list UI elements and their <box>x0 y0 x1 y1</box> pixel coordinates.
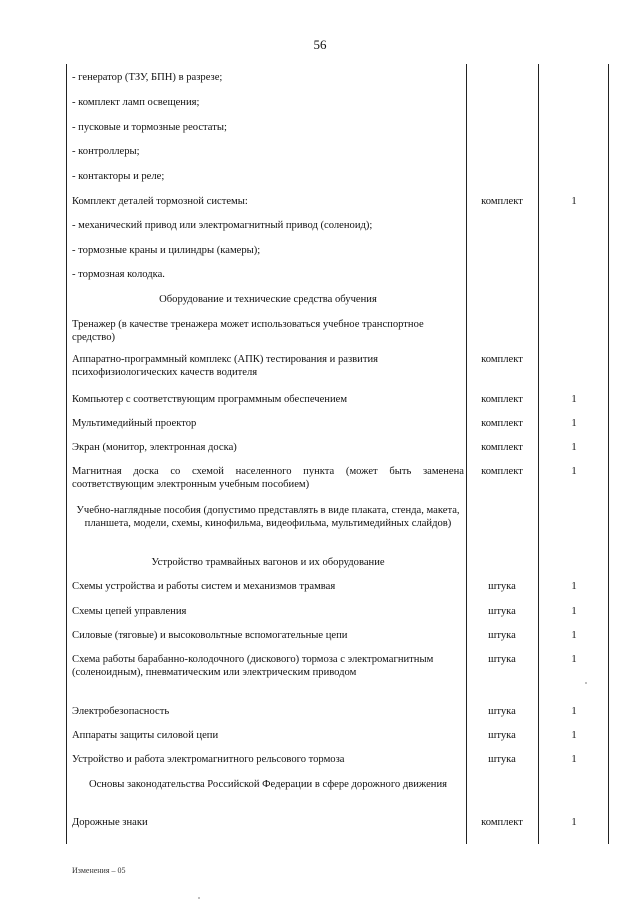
quantity-cell: 1 <box>571 817 577 828</box>
unit-cell: штука <box>488 706 516 717</box>
item-description: Схемы устройства и работы систем и механизмов трамвая <box>72 581 336 592</box>
unit-cell: штука <box>488 630 516 641</box>
table-column-divider-qty <box>538 64 539 844</box>
item-description: Магнитная доска со схемой населенного пункта (может быть заменена соответствующим электронным учебным пособием) <box>72 466 464 490</box>
unit-cell: штука <box>488 606 516 617</box>
unit-cell: штука <box>488 730 516 741</box>
unit-cell: комплект <box>481 196 523 207</box>
table-right-border <box>608 64 609 844</box>
unit-cell: комплект <box>481 354 523 365</box>
item-description: - механический привод или электромагнитный привод (соленоид); <box>72 220 373 231</box>
item-description: Компьютер с соответствующим программным обеспечением <box>72 394 348 405</box>
item-description: Тренажер (в качестве тренажера может использоваться учебное транспортное средство) <box>72 319 424 343</box>
section-heading: Устройство трамвайных вагонов и их оборудование <box>151 557 385 568</box>
item-description: Схемы цепей управления <box>72 606 187 617</box>
item-description: Аппаратно-программный комплекс (АПК) тестирования и развития психофизиологических качеств водителя <box>72 354 378 378</box>
quantity-cell: 1 <box>571 196 577 207</box>
item-description: Дорожные знаки <box>72 817 148 828</box>
quantity-cell: 1 <box>571 730 577 741</box>
quantity-cell: 1 <box>571 630 577 641</box>
unit-cell: комплект <box>481 817 523 828</box>
unit-cell: комплект <box>481 466 523 477</box>
footer-revision: Изменения – 05 <box>72 866 126 875</box>
item-description: Аппараты защиты силовой цепи <box>72 730 219 741</box>
quantity-cell: 1 <box>571 654 577 665</box>
quantity-cell: 1 <box>571 606 577 617</box>
quantity-cell: 1 <box>571 754 577 765</box>
unit-cell: комплект <box>481 418 523 429</box>
section-heading: Основы законодательства Российской Федерации в сфере дорожного движения <box>88 779 448 790</box>
item-description: Устройство и работа электромагнитного рельсового тормоза <box>72 754 345 765</box>
scan-speck <box>198 897 200 899</box>
unit-cell: комплект <box>481 442 523 453</box>
item-description: Силовые (тяговые) и высоковольтные вспомогательные цепи <box>72 630 348 641</box>
unit-cell: комплект <box>481 394 523 405</box>
item-description: Мультимедийный проектор <box>72 418 197 429</box>
item-description: - тормозная колодка. <box>72 269 165 280</box>
item-description: Схема работы барабанно-колодочного (дискового) тормоза с электромагнитным (соленоидным), пневматическим или электрическим приводом <box>72 654 434 678</box>
quantity-cell: 1 <box>571 706 577 717</box>
equipment-table <box>0 64 640 844</box>
scan-speck <box>585 682 587 684</box>
item-description: - генератор (ТЗУ, БПН) в разрезе; <box>72 72 223 83</box>
section-heading: Оборудование и технические средства обучения <box>159 294 377 305</box>
quantity-cell: 1 <box>571 466 577 477</box>
item-description: - тормозные краны и цилиндры (камеры); <box>72 245 261 256</box>
item-description: - контакторы и реле; <box>72 171 165 182</box>
item-description: - комплект ламп освещения; <box>72 97 200 108</box>
unit-cell: штука <box>488 654 516 665</box>
table-column-divider-unit <box>466 64 467 844</box>
section-heading: Учебно-наглядные пособия (допустимо представлять в виде плаката, стенда, макета, планшета, модели, схемы, кинофильма, видеофильма, мультимедийных слайдов) <box>76 505 460 529</box>
quantity-cell: 1 <box>571 442 577 453</box>
item-description: - контроллеры; <box>72 146 140 157</box>
item-description: - пусковые и тормозные реостаты; <box>72 122 227 133</box>
item-description: Комплект деталей тормозной системы: <box>72 196 248 207</box>
unit-cell: штука <box>488 754 516 765</box>
quantity-cell: 1 <box>571 581 577 592</box>
item-description: Электробезопасность <box>72 706 170 717</box>
unit-cell: штука <box>488 581 516 592</box>
item-description: Экран (монитор, электронная доска) <box>72 442 237 453</box>
quantity-cell: 1 <box>571 418 577 429</box>
page-number: 56 <box>313 37 327 52</box>
table-left-border <box>66 64 67 844</box>
quantity-cell: 1 <box>571 394 577 405</box>
